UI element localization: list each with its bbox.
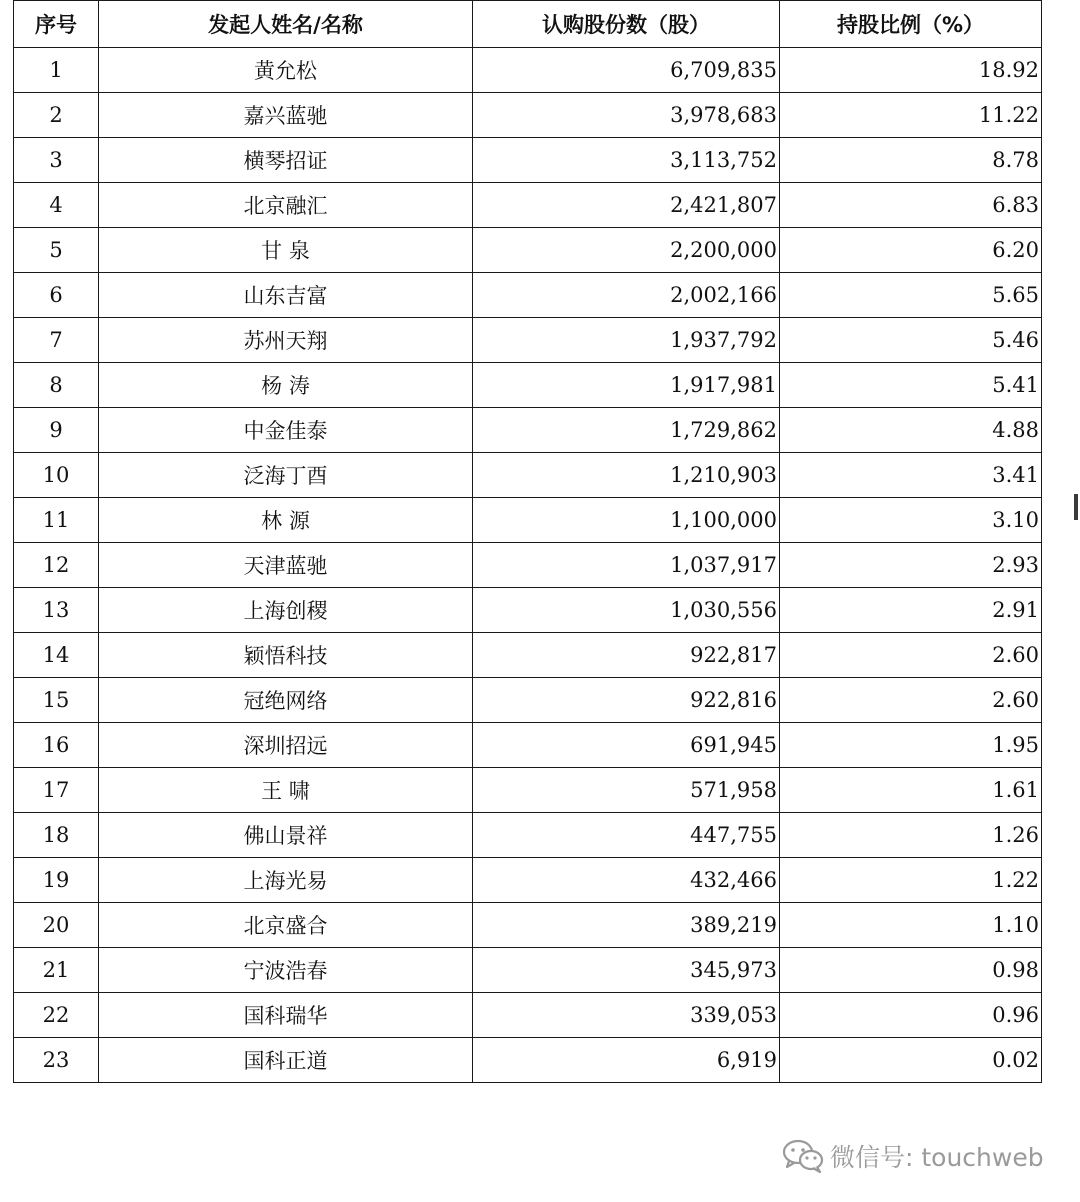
table-row (14, 228, 1042, 273)
holding-ratio-cell: 8.78 (780, 138, 1042, 183)
serial-number-cell: 11 (14, 498, 99, 543)
subscribed-shares-cell: 2,200,000 (473, 228, 780, 273)
serial-number-cell: 12 (14, 543, 99, 588)
header-subscribed-shares: 认购股份数（股） (473, 1, 780, 48)
subscribed-shares-cell: 6,709,835 (473, 48, 780, 93)
promoter-name-cell: 泛海丁酉 (99, 453, 473, 498)
subscribed-shares-cell: 339,053 (473, 993, 780, 1038)
subscribed-shares-cell: 2,421,807 (473, 183, 780, 228)
promoter-name-cell: 苏州天翔 (99, 318, 473, 363)
promoter-name-cell: 甘 泉 (99, 228, 473, 273)
holding-ratio-cell: 5.41 (780, 363, 1042, 408)
subscribed-shares-cell: 3,113,752 (473, 138, 780, 183)
serial-number-cell: 8 (14, 363, 99, 408)
table-row (14, 138, 1042, 183)
promoter-name-cell: 杨 涛 (99, 363, 473, 408)
serial-number-cell: 7 (14, 318, 99, 363)
promoter-name-cell: 国科正道 (99, 1038, 473, 1083)
table-row (14, 498, 1042, 543)
holding-ratio-cell: 3.41 (780, 453, 1042, 498)
promoter-name-cell: 中金佳泰 (99, 408, 473, 453)
subscribed-shares-cell: 1,210,903 (473, 453, 780, 498)
table-header-row (14, 1, 1042, 48)
promoter-name-cell: 佛山景祥 (99, 813, 473, 858)
serial-number-cell: 4 (14, 183, 99, 228)
subscribed-shares-cell: 432,466 (473, 858, 780, 903)
serial-number-cell: 15 (14, 678, 99, 723)
subscribed-shares-cell: 345,973 (473, 948, 780, 993)
promoter-name-cell: 山东吉富 (99, 273, 473, 318)
subscribed-shares-cell: 1,917,981 (473, 363, 780, 408)
table-row (14, 453, 1042, 498)
table-row (14, 318, 1042, 363)
holding-ratio-cell: 4.88 (780, 408, 1042, 453)
holding-ratio-cell: 2.91 (780, 588, 1042, 633)
holding-ratio-cell: 2.60 (780, 633, 1042, 678)
promoter-name-cell: 颖悟科技 (99, 633, 473, 678)
table-row (14, 273, 1042, 318)
serial-number-cell: 10 (14, 453, 99, 498)
table-row (14, 48, 1042, 93)
promoter-name-cell: 宁波浩春 (99, 948, 473, 993)
promoter-name-cell: 黄允松 (99, 48, 473, 93)
subscribed-shares-cell: 3,978,683 (473, 93, 780, 138)
table-row (14, 93, 1042, 138)
promoter-name-cell: 北京盛合 (99, 903, 473, 948)
serial-number-cell: 13 (14, 588, 99, 633)
promoter-name-cell: 上海光易 (99, 858, 473, 903)
promoter-name-cell: 嘉兴蓝驰 (99, 93, 473, 138)
holding-ratio-cell: 6.83 (780, 183, 1042, 228)
table-row (14, 1038, 1042, 1083)
promoter-name-cell: 上海创稷 (99, 588, 473, 633)
holding-ratio-cell: 2.60 (780, 678, 1042, 723)
subscribed-shares-cell: 922,816 (473, 678, 780, 723)
serial-number-cell: 19 (14, 858, 99, 903)
holding-ratio-cell: 0.98 (780, 948, 1042, 993)
holding-ratio-cell: 0.02 (780, 1038, 1042, 1083)
holding-ratio-cell: 3.10 (780, 498, 1042, 543)
promoter-name-cell: 深圳招远 (99, 723, 473, 768)
serial-number-cell: 17 (14, 768, 99, 813)
subscribed-shares-cell: 389,219 (473, 903, 780, 948)
promoter-name-cell: 北京融汇 (99, 183, 473, 228)
subscribed-shares-cell: 1,100,000 (473, 498, 780, 543)
serial-number-cell: 1 (14, 48, 99, 93)
table-row (14, 903, 1042, 948)
promoter-name-cell: 林 源 (99, 498, 473, 543)
holding-ratio-cell: 1.22 (780, 858, 1042, 903)
subscribed-shares-cell: 447,755 (473, 813, 780, 858)
table-row (14, 183, 1042, 228)
holding-ratio-cell: 1.10 (780, 903, 1042, 948)
shareholder-table (13, 0, 1042, 1083)
holding-ratio-cell: 11.22 (780, 93, 1042, 138)
table-row (14, 408, 1042, 453)
page-edge-mark (1074, 494, 1078, 520)
table-row (14, 813, 1042, 858)
serial-number-cell: 6 (14, 273, 99, 318)
table-row (14, 363, 1042, 408)
promoter-name-cell: 横琴招证 (99, 138, 473, 183)
wechat-watermark (782, 1136, 1044, 1176)
subscribed-shares-cell: 1,729,862 (473, 408, 780, 453)
serial-number-cell: 20 (14, 903, 99, 948)
serial-number-cell: 21 (14, 948, 99, 993)
subscribed-shares-cell: 691,945 (473, 723, 780, 768)
header-serial-number: 序号 (14, 1, 99, 48)
serial-number-cell: 23 (14, 1038, 99, 1083)
serial-number-cell: 5 (14, 228, 99, 273)
holding-ratio-cell: 5.65 (780, 273, 1042, 318)
watermark-text: 微信号: touchweb (830, 1143, 1044, 1172)
table-row (14, 858, 1042, 903)
serial-number-cell: 18 (14, 813, 99, 858)
table-row (14, 948, 1042, 993)
table-header (14, 1, 1042, 48)
holding-ratio-cell: 5.46 (780, 318, 1042, 363)
table-row (14, 543, 1042, 588)
promoter-name-cell: 国科瑞华 (99, 993, 473, 1038)
header-promoter-name: 发起人姓名/名称 (99, 1, 473, 48)
holding-ratio-cell: 1.95 (780, 723, 1042, 768)
promoter-name-cell: 天津蓝驰 (99, 543, 473, 588)
subscribed-shares-cell: 1,030,556 (473, 588, 780, 633)
promoter-name-cell: 王 啸 (99, 768, 473, 813)
holding-ratio-cell: 18.92 (780, 48, 1042, 93)
table-row (14, 723, 1042, 768)
wechat-icon (782, 1139, 824, 1173)
holding-ratio-cell: 2.93 (780, 543, 1042, 588)
subscribed-shares-cell: 6,919 (473, 1038, 780, 1083)
subscribed-shares-cell: 922,817 (473, 633, 780, 678)
holding-ratio-cell: 1.61 (780, 768, 1042, 813)
subscribed-shares-cell: 1,937,792 (473, 318, 780, 363)
table-row (14, 993, 1042, 1038)
serial-number-cell: 14 (14, 633, 99, 678)
promoter-name-cell: 冠绝网络 (99, 678, 473, 723)
header-holding-ratio: 持股比例（%） (780, 1, 1042, 48)
serial-number-cell: 9 (14, 408, 99, 453)
table-row (14, 678, 1042, 723)
serial-number-cell: 3 (14, 138, 99, 183)
subscribed-shares-cell: 2,002,166 (473, 273, 780, 318)
subscribed-shares-cell: 1,037,917 (473, 543, 780, 588)
table-row (14, 633, 1042, 678)
table-row (14, 768, 1042, 813)
serial-number-cell: 22 (14, 993, 99, 1038)
serial-number-cell: 2 (14, 93, 99, 138)
subscribed-shares-cell: 571,958 (473, 768, 780, 813)
table-body (14, 48, 1042, 1083)
shareholder-table-container (13, 0, 1041, 1083)
holding-ratio-cell: 6.20 (780, 228, 1042, 273)
table-row (14, 588, 1042, 633)
serial-number-cell: 16 (14, 723, 99, 768)
holding-ratio-cell: 1.26 (780, 813, 1042, 858)
holding-ratio-cell: 0.96 (780, 993, 1042, 1038)
